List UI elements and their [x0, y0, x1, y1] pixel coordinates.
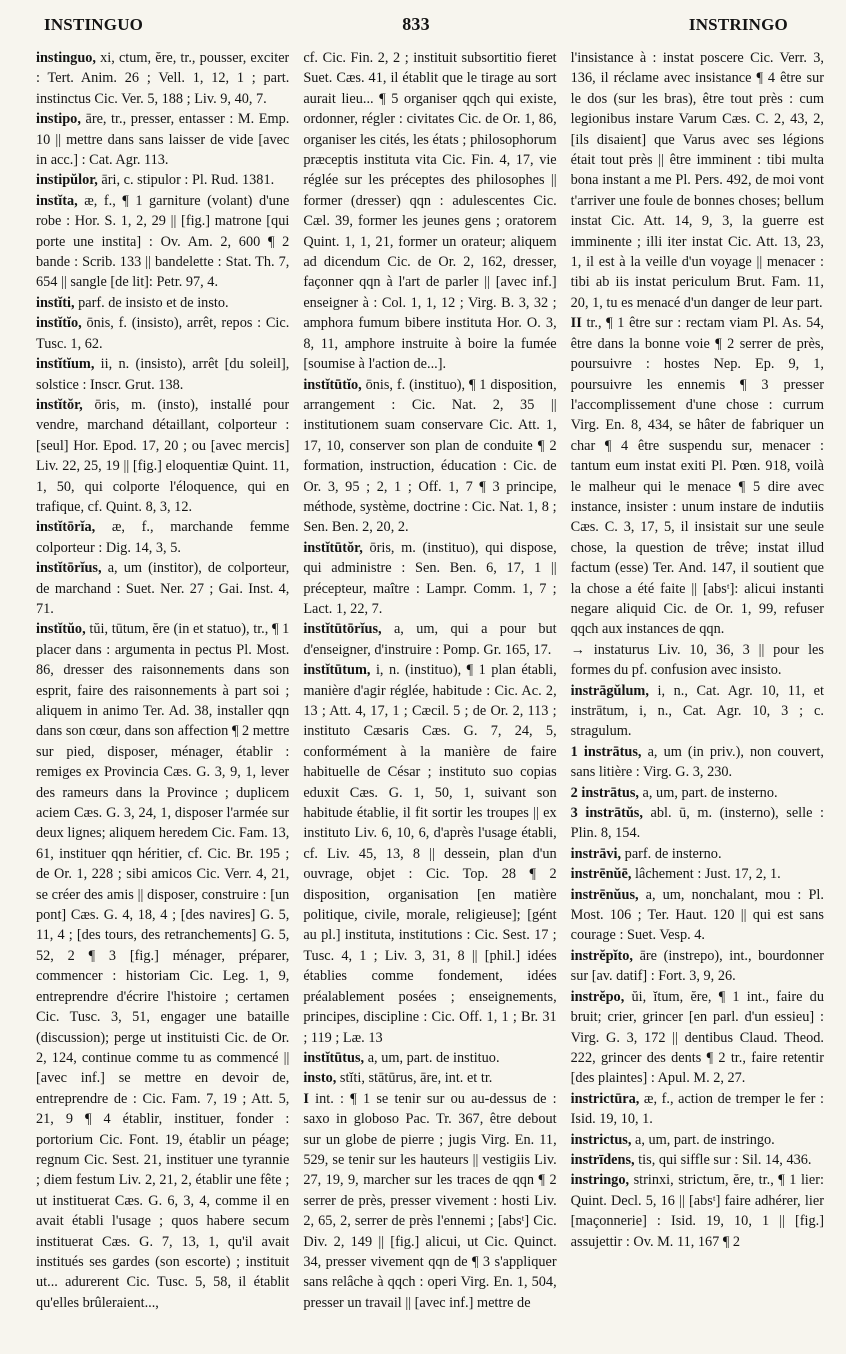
entry-body: parf. de insisto et de insto. [74, 294, 229, 311]
dictionary-entry [571, 783, 824, 803]
dictionary-entry [36, 558, 289, 619]
entry-headword: instringo, [570, 1172, 630, 1189]
dictionary-entry [571, 803, 824, 844]
entry-body: ōris, m. (instituo), qui dispose, qui administre : Sen. Ben. 6, 17, 1 || précepteur, maître : Lampr. Comm. 1, 7 ; Lact. 1, 22, 7. [303, 539, 557, 617]
column-1 [36, 48, 289, 1350]
entry-headword: instĭtōrĭa, [36, 519, 96, 536]
entry-body: l'insistance à : instat poscere Cic. Verr. 3, 136, il réclame avec insistance ¶ 4 être sur le dos (sur les bras), être tout près : cum legionibus instare Varum Cæs. C. 2, 43, 2, [ils disaient] que Varus avec ses légions était tout près || être imminent : tibi multa bona instant a me Pl. Pers. 492, de moi vont t'arriver une foule de bonnes choses; bellum instat Cic. Att. 14, 9, 3, la guerre est imminente ; illi iter instat Cic. Att. 13, 23, 1, il est à la veille d'un voyage || menacer : tibi ab iis instat periculum Brut. Fam. 11, 20, 1, tu es menacé d'un danger de leur part. [570, 50, 824, 311]
entry-headword: 3 instrātŭs, [570, 805, 643, 822]
entry-headword: instrēnŭus, [570, 886, 639, 903]
dictionary-entry [36, 170, 289, 190]
entry-body: ŭi, ĭtum, ĕre, ¶ 1 int., faire du bruit; crier, grincer [en parl. d'un essieu] : Virg. G. 3, 172 || dentibus Claud. Theod. 222, grincer des dents ¶ 2 tr., faire retentir [des plaintes] : Apul. M. 2, 27. [570, 988, 824, 1087]
entry-body: tŭi, tūtum, ĕre (in et statuo), tr., ¶ 1 placer dans : argumenta in pectus Pl. Most. 86, dresser des raisonnements dans son esprit, faire des raisonnements à part soi ; aliquem in animo Ter. Ad. 38, installer qqn dans son cœur, dans son affection ¶ 2 mettre sur pied, disposer, ménager, établir : remiges ex Provincia Cæs. G. 3, 9, 1, lever des rameurs dans la Province ; duplicem aciem Cæs. G. 3, 24, 1, disposer l'armée sur deux lignes; aliquem heredem Cic. Fam. 13, 61, instituer qqn héritier, cf. Cic. Br. 195 ; de Or. 1, 228 ; sibi amicos Cic. Verr. 4, 21, se créer des amis || disposer, construire : [un pont] Cæs. G. 4, 18, 4 ; [des navires] G. 5, 11, 4 ; [des tours, des retranchements] G. 5, 52, 2 ¶ 3 [fig.] ménager, préparer, commencer : historiam Cic. Leg. 1, 9, entreprendre d'écrire l'histoire ; certamen Cic. Tusc. 3, 51, engager une bataille (discussion); perge ut instituisti Cic. de Or. 2, 124, continue comme tu as commencé || [avec inf.] se mettre en devoir de, entreprendre de : Cic. Fam. 7, 19 ; Att. 5, 21, 9 ¶ 4 établir, instituer, fonder : portorium Cic. Font. 19, établir un péage; regnum Cic. Sest. 21, instituer une tyrannie ; diem festum Liv. 2, 21, 2, établir une fête ; ut instituerat Cæs. G. 6, 3, 4, comme il en avait établi l'usage ; quos habere secum instituerat Cæs. G. 7, 13, 1, qu'il avait institués ses gardes (son escorte) ; instituit ut... adurerent Cic. Tusc. 5, 58, il établit qu'elles brûleraient..., [36, 621, 290, 1311]
right-running-head: INSTRINGO [688, 15, 788, 34]
entry-headword: instĭtūtum, [303, 662, 371, 679]
entry-headword: instĭtūtĭo, [303, 376, 362, 393]
entry-body: xi, ctum, ĕre, tr., pousser, exciter : Tert. Anim. 26 ; Vell. 1, 12, 1 ; part. instinctus Cic. Ver. 5, 188 ; Liv. 9, 40, 7. [36, 50, 290, 107]
dictionary-entry [303, 375, 556, 538]
entry-body: strinxi, strictum, ĕre, tr., ¶ 1 lier: Quint. Decl. 5, 16 || [absᵗ] faire adhérer, lier [maçonnerie] : Isid. 19, 10, 1 || [fig.] assujettir : Ov. M. 11, 167 ¶ 2 [570, 1172, 824, 1250]
dictionary-entry [36, 191, 289, 293]
entry-body: æ, f., ¶ 1 garniture (volant) d'une robe : Hor. S. 1, 2, 29 || [fig.] matrone [qui porte une instita] : Ov. Am. 2, 600 ¶ 2 bande : Scrib. 133 || bandelette : Stat. Th. 7, 654 || sangle [de lit]: Petr. 97, 4. [36, 192, 290, 291]
entry-headword: instĭtūtus, [303, 1049, 365, 1066]
entry-body: a, um, part. de instringo. [631, 1131, 775, 1148]
entry-body: ōnis, f. (insisto), arrêt, repos : Cic. Tusc. 1, 62. [36, 315, 290, 352]
entry-headword: instĭtŏr, [36, 396, 83, 413]
entry-body: æ, f., action de tremper le fer : Isid. 19, 10, 1. [570, 1090, 824, 1128]
dictionary-entry [303, 1048, 556, 1068]
entry-body: ōnis, f. (instituo), ¶ 1 disposition, arrangement : Cic. Nat. 2, 35 || institutionem suam conservare Cic. Att. 1, 17, 10, conserver son plan de conduite ¶ 2 formation, instruction, éducation : Cic. de Or. 3, 95 ; 2, 1 ; Off. 1, 7 ¶ 3 principe, méthode, système, doctrine : Cic. Nat. 1, 8 ; Sen. Ben. 2, 20, 2. [303, 376, 557, 536]
entry-body: i, n. (instituo), ¶ 1 plan établi, manière d'agir réglée, habitude : Cic. Ac. 2, 13 ; Att. 4, 17, 1 ; Cæcil. 5 ; de Or. 2, 113 ; instituto Cæsaris Cæs. G. 7, 24, 5, conformément à la manière de faire habituelle de César ; instituto suo copias eduxit Cæs. G. 1, 50, 1, suivant son habitude établie, il fit sortir les troupes || ex instituto Liv. 6, 10, 6, d'après l'usage établi, cf. Liv. 45, 13, 8 || dessein, plan d'un ouvrage, objet : Cic. Top. 28 ¶ 2 disposition, organisation [en matière politique, civile, morale, religieuse]; [gént au pl.] instituta, institutions : Cic. Sest. 17 ; Tusc. 4, 1 ; Liv. 3, 31, 8 || [phil.] idées établies comme fondement, idées préalablement posées ; enseignements, principes, discipline : Cic. Off. 1, 1 ; Br. 31 ; 119 ; Læ. 13 [303, 662, 557, 1046]
entry-body: ii, n. (insisto), arrêt [du soleil], solstice : Inscr. Grut. 138. [36, 356, 290, 393]
entry-body: a, um, nonchalant, mou : Pl. Most. 106 ; Ter. Haut. 120 || qui est sans courage : Suet. Vesp. 4. [570, 886, 824, 944]
entry-headword: instipo, [36, 111, 81, 128]
entry-headword: instĭtūtōrĭus, [303, 621, 382, 638]
entry-headword: instĭtōrĭus, [36, 560, 102, 577]
column-2 [303, 48, 556, 1350]
text-columns [36, 48, 824, 1350]
dictionary-entry [571, 313, 824, 640]
entry-headword: instĭti, [36, 294, 75, 311]
dictionary-entry [36, 48, 289, 109]
entry-headword: instrictūra, [570, 1090, 640, 1107]
entry-body: āri, c. stipulor : Pl. Rud. 1381. [97, 172, 275, 189]
entry-body: parf. de insterno. [621, 845, 722, 862]
dictionary-entry [571, 742, 824, 783]
dictionary-entry [303, 619, 556, 660]
entry-headword: instĭtŭo, [36, 621, 86, 638]
dictionary-entry [303, 1089, 556, 1313]
dictionary-entry [303, 538, 556, 620]
dictionary-entry [571, 885, 824, 946]
entry-body: stĭti, stātūrus, āre, int. et tr. [336, 1070, 493, 1087]
entry-headword: instinguo, [36, 50, 96, 66]
entry-headword: instrāvi, [570, 845, 622, 862]
entry-body: i, n., Cat. Agr. 10, 11, et instrātum, i, n., Cat. Agr. 10, 3 ; c. stragulum. [570, 682, 824, 740]
entry-body: tis, qui siffle sur : Sil. 14, 436. [634, 1151, 812, 1168]
page-header [36, 14, 824, 48]
page-number: 833 [402, 14, 430, 34]
entry-headword: instĭtūtŏr, [303, 539, 363, 556]
entry-body: ōris, m. (insto), installé pour vendre, marchand détaillant, colporteur : [seul] Hor. Epod. 17, 20 ; ou [avec mercis] Liv. 22, 25, 19 || [fig.] eloquentiæ Quint. 11, 1, 50, qui colporte l'éloquence, qui en trafique, cf. Quint. 8, 3, 12. [36, 396, 290, 515]
dictionary-entry [571, 844, 824, 864]
dictionary-entry [571, 48, 824, 313]
entry-body: a, um, part. de insterno. [638, 784, 778, 801]
entry-headword: 2 instrātus, [570, 784, 639, 801]
entry-headword: instrĕpĭto, [570, 947, 634, 964]
entry-headword: insto, [303, 1070, 337, 1087]
entry-headword: instĭta, [36, 192, 78, 209]
entry-body: tr., ¶ 1 être sur : rectam viam Pl. As. 54, être dans la bonne voie ¶ 2 serrer de près, poursuivre : hostes Nep. Ep. 9, 1, poursuivre les ennemis ¶ 3 presser l'accomplissement d'une chose : currum Virg. En. 8, 434, se hâter de fabriquer un char ¶ 4 être suspendu sur, menacer : tantum eum instat exiti Pl. Pœn. 918, voilà le malheur qui le menace ¶ 5 dire avec instance, insister : unum instare de indutiis Cæs. C. 3, 17, 5, il insistait sur une seule chose, la question de trêve; instat illud factum (esse) Ter. And. 147, il soutient que la chose a été faite || [absᵗ]: alicui instanti negare aliquid Cic. de Or. 1, 99, refuser qqch aux instances de qqn. [570, 315, 824, 638]
entry-body: a, um (in priv.), non couvert, sans litière : Virg. G. 3, 230. [570, 743, 824, 781]
entry-body: a, um, qui a pour but d'enseigner, d'instruire : Pomp. Gr. 165, 17. [303, 621, 557, 658]
entry-headword: instrĕpo, [570, 988, 625, 1005]
entry-body: → instaturus Liv. 10, 36, 3 || pour les formes du pf. confusion avec insisto. [570, 641, 824, 679]
column-3 [571, 48, 824, 1350]
dictionary-entry [571, 864, 824, 884]
entry-body: lâchement : Just. 17, 2, 1. [631, 866, 781, 883]
entry-body: āre, tr., presser, entasser : M. Emp. 10 || mettre dans sans laisser de vide [avec in acc.] : Cat. Agr. 113. [36, 111, 290, 169]
dictionary-entry [571, 1089, 824, 1130]
entry-headword: instrāgŭlum, [570, 682, 649, 699]
entry-headword: instrīdens, [570, 1151, 635, 1168]
dictionary-entry [571, 640, 824, 681]
entry-headword: instipŭlor, [36, 172, 98, 189]
dictionary-entry [36, 109, 289, 170]
entry-headword: I [303, 1090, 309, 1107]
left-running-head: INSTINGUO [44, 15, 144, 34]
dictionary-entry [571, 681, 824, 742]
dictionary-entry [36, 517, 289, 558]
dictionary-entry [571, 987, 824, 1089]
entry-body: abl. ū, m. (insterno), selle : Plin. 8, 154. [570, 805, 824, 842]
dictionary-entry [571, 1130, 824, 1150]
dictionary-entry [571, 1170, 824, 1252]
entry-headword: II [570, 315, 582, 332]
dictionary-entry [36, 313, 289, 354]
entry-headword: instrictus, [570, 1131, 632, 1148]
dictionary-entry [571, 1150, 824, 1170]
entry-body: āre (instrepo), int., bourdonner sur [av. datif] : Fort. 3, 9, 26. [570, 947, 824, 985]
dictionary-entry [36, 619, 289, 1313]
entry-headword: instrēnŭē, [570, 866, 632, 883]
dictionary-entry [36, 293, 289, 313]
entry-body: int. : ¶ 1 se tenir sur ou au-dessus de : saxo in globoso Pac. Tr. 367, être debout sur un globe de pierre ; jugis Virg. En. 11, 529, se tenir sur les hauteurs || vestigiis Liv. 27, 19, 9, marcher sur les traces de qqn ¶ 2 serrer de près, presser vivement : hosti Liv. 2, 65, 2, serrer de près l'ennemi ; [absᵗ] Cic. Div. 2, 149 || [fig.] alicui, ut Cic. Quinct. 34, presser vivement qqn de ¶ 3 s'appliquer sans relâche à qqch : operi Virg. En. 1, 504, presser un travail || [avec inf.] mettre de [303, 1090, 557, 1311]
dictionary-entry [36, 395, 289, 517]
entry-headword: instĭtĭum, [36, 356, 95, 373]
dictionary-entry [303, 1068, 556, 1088]
dictionary-entry [303, 48, 556, 375]
entry-body: cf. Cic. Fin. 2, 2 ; instituit subsortitio fieret Suet. Cæs. 41, il établit que le tirage au sort aurait lieu... ¶ 5 organiser qqch qui existe, ordonner, régler : civitates Cic. de Or. 1, 86, organiser les cités, les états ; philosophorum præceptis instituta vita Cic. Fin. 4, 17, vie réglée sur les préceptes des philosophes || former (dresser) qqn : adulescentes Cic. Cæl. 39, former les jeunes gens ; oratorem Quint. 1, 1, 21, former un orateur; aliquem ad dicendum Cic. de Or. 2, 162, dresser, façonner qqn à l'art de parler || [avec inf.] enseigner à : Col. 1, 1, 12 ; Virg. B. 3, 32 ; amphora fumum bibere instituta Hor. O. 3, 8, 11, amphore instruite à boire la fumée [soumise à l'action de...]. [303, 50, 557, 373]
entry-body: a, um (institor), de colporteur, de marchand : Suet. Ner. 27 ; Gai. Inst. 4, 71. [36, 560, 290, 617]
entry-body: a, um, part. de instituo. [364, 1049, 500, 1066]
entry-body: æ, f., marchande femme colporteur : Dig. 14, 3, 5. [36, 519, 290, 556]
entry-headword: instĭtĭo, [36, 315, 82, 332]
dictionary-entry [36, 354, 289, 395]
dictionary-entry [303, 660, 556, 1048]
dictionary-entry [571, 946, 824, 987]
entry-headword: 1 instrātus, [570, 743, 642, 760]
